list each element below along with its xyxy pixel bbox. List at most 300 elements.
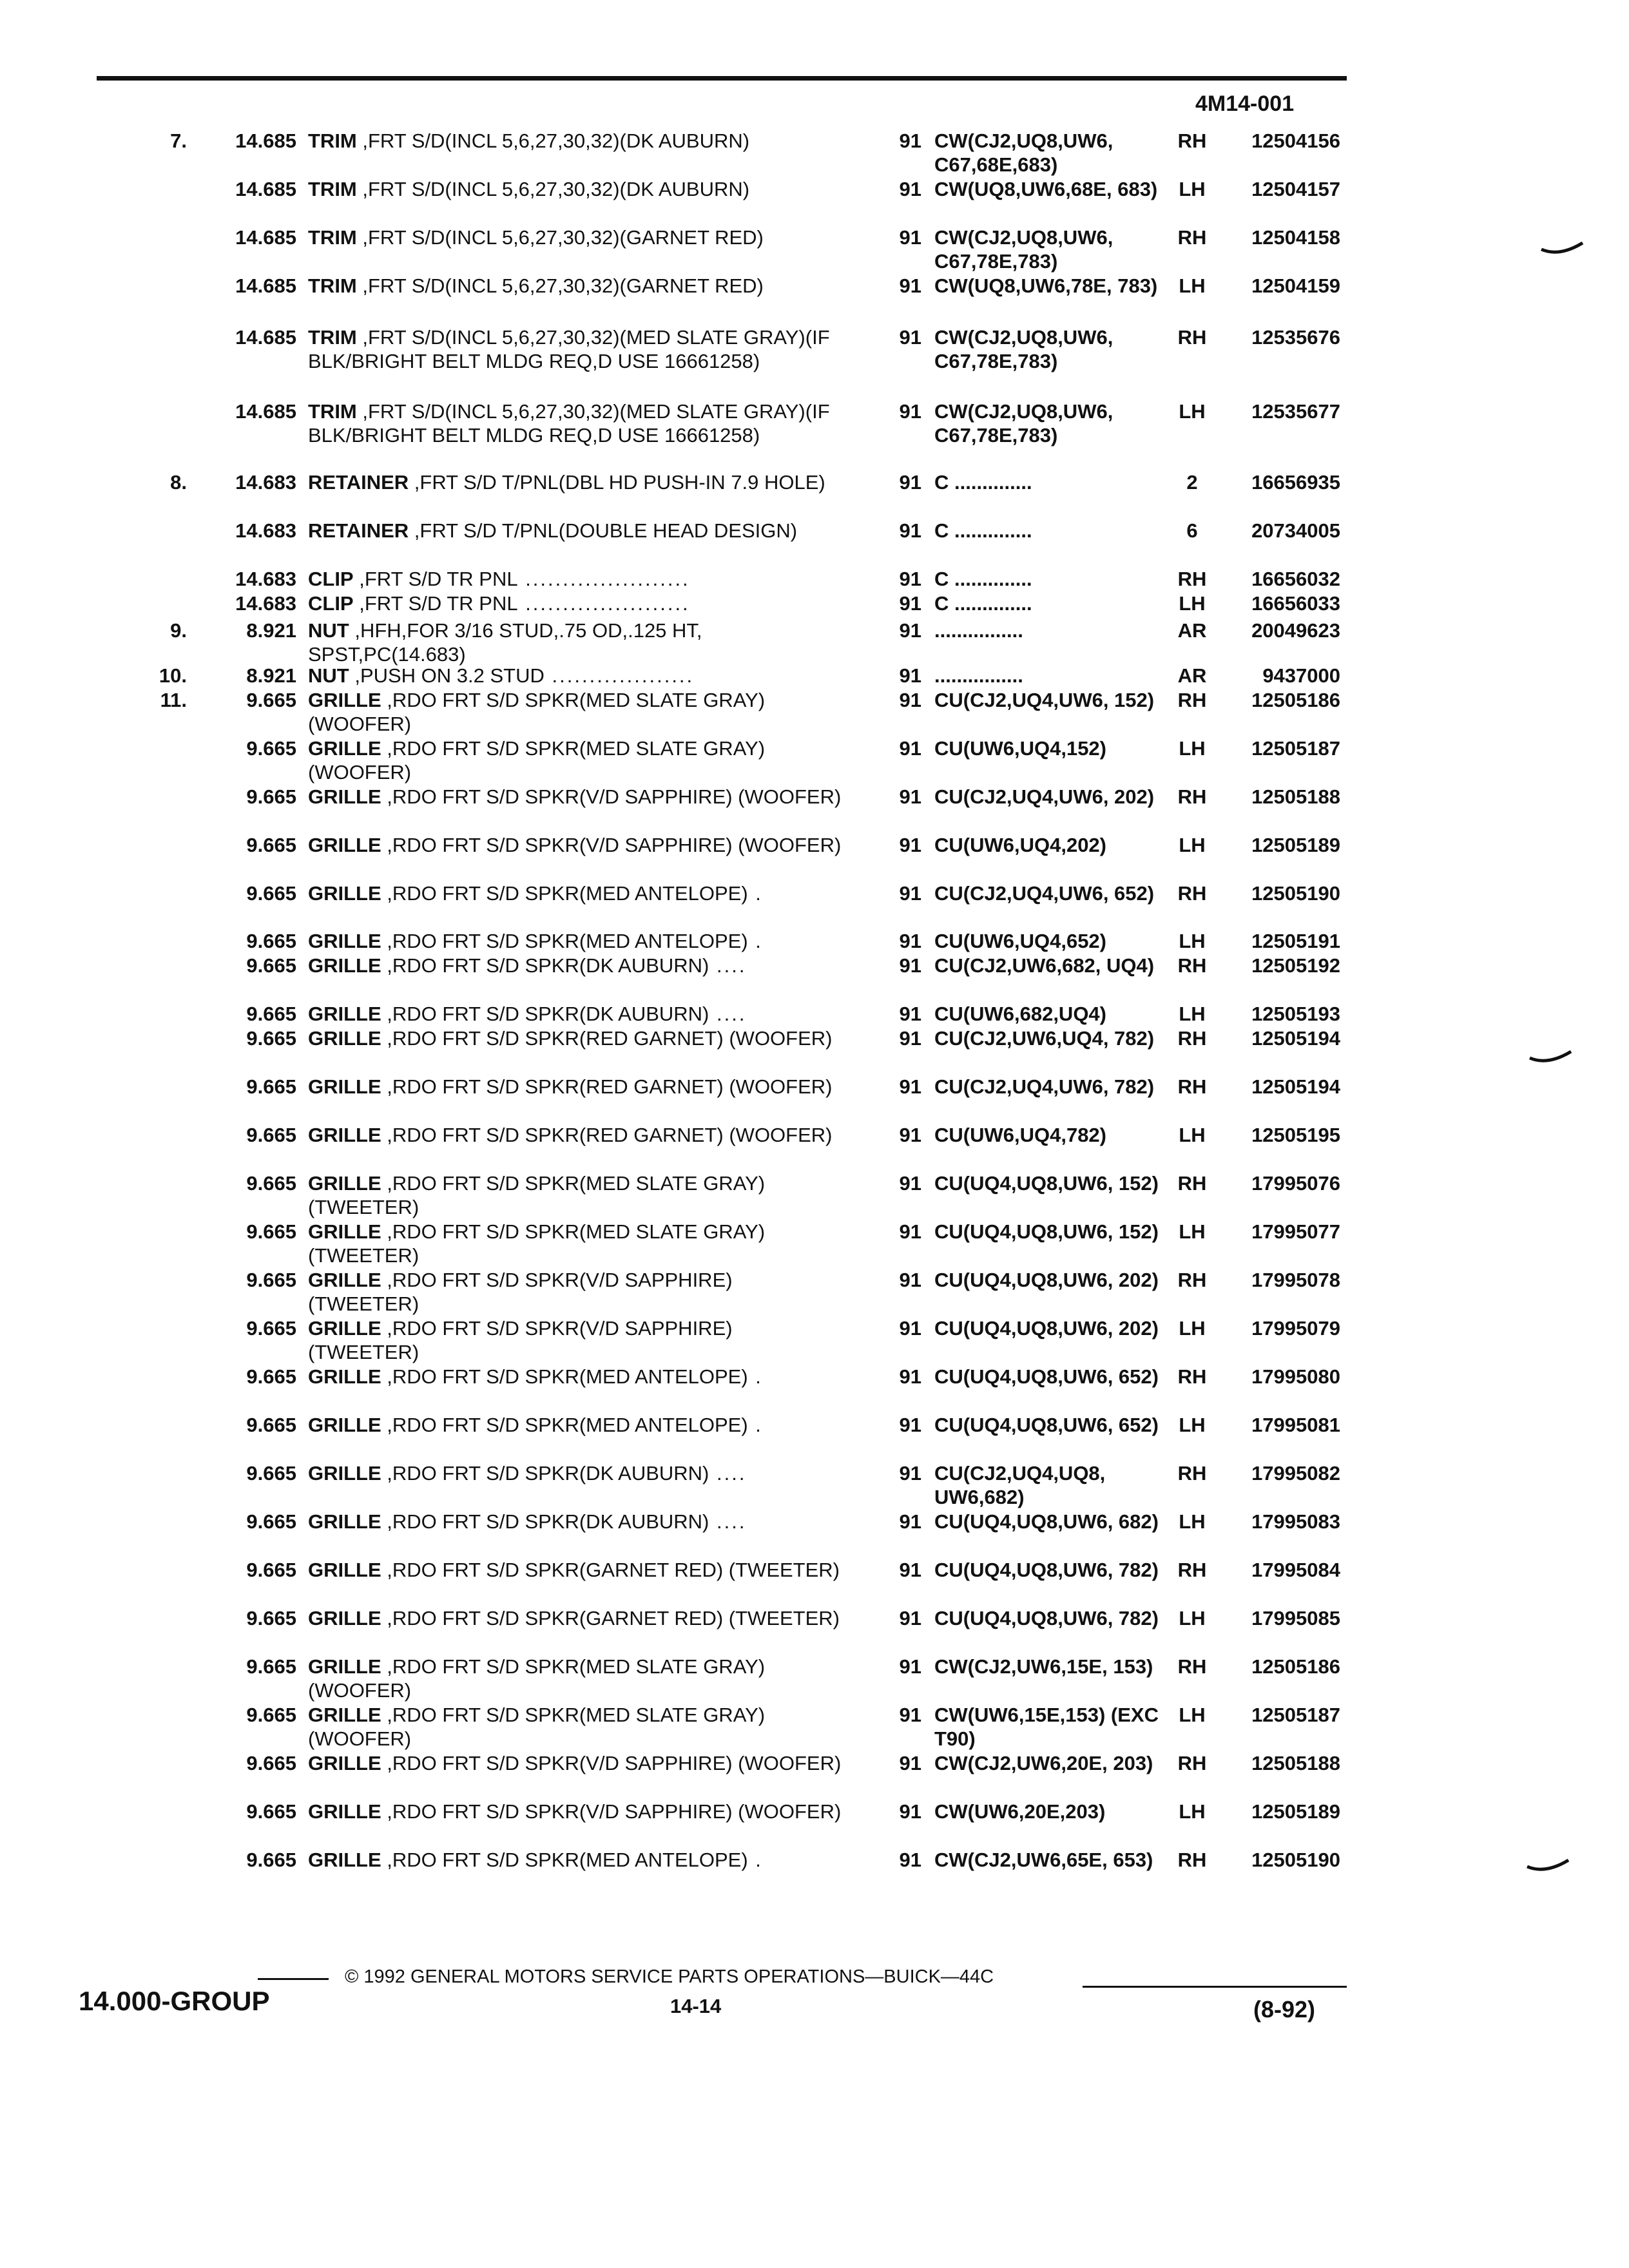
group-number: 9.665 (246, 1269, 296, 1291)
usage-code: CW(UW6,20E,203) (934, 1800, 1106, 1823)
part-detail: ,RDO FRT S/D SPKR(MED SLATE GRAY) (WOOFER) (308, 1704, 766, 1750)
part-description (308, 1606, 843, 1630)
part-detail: ,RDO FRT S/D SPKR(MED ANTELOPE) (381, 1414, 748, 1436)
usage-code: ................ (934, 619, 1023, 642)
part-number: 12505190 (1251, 882, 1340, 905)
quantity: LH (1179, 1800, 1206, 1823)
part-detail: ,RDO FRT S/D SPKR(DK AUBURN) (381, 1003, 709, 1025)
model-year: 91 (899, 619, 921, 642)
model-year: 91 (899, 471, 921, 494)
part-description (308, 1655, 843, 1702)
part-number: 12505186 (1251, 1655, 1340, 1678)
quantity: RH (1177, 689, 1207, 711)
group-number: 9.665 (246, 1220, 296, 1243)
part-detail: ,RDO FRT S/D SPKR(V/D SAPPHIRE) (TWEETER) (308, 1317, 733, 1363)
usage-code: CU(CJ2,UQ4,UW6, 152) (934, 689, 1155, 711)
part-name: GRILLE (308, 1849, 381, 1871)
quantity: RH (1177, 1075, 1207, 1098)
part-description (308, 129, 843, 153)
quantity: LH (1179, 1414, 1206, 1436)
quantity: 6 (1186, 519, 1198, 542)
part-number: 12505189 (1251, 834, 1340, 856)
model-year: 91 (899, 400, 921, 423)
copyright-notice: © 1992 GENERAL MOTORS SERVICE PARTS OPERATIONS—BUICK—44C (345, 1966, 994, 1987)
part-name: GRILLE (308, 1317, 381, 1340)
part-name: GRILLE (308, 1269, 381, 1291)
part-number: 12535676 (1251, 326, 1340, 349)
part-name: GRILLE (308, 882, 381, 905)
item-number: 9. (170, 619, 187, 642)
item-number: 7. (170, 130, 187, 152)
part-number: 17995078 (1251, 1269, 1340, 1291)
part-name: GRILLE (308, 785, 381, 808)
quantity: RH (1177, 954, 1207, 977)
part-name: GRILLE (308, 1124, 381, 1146)
part-name: GRILLE (308, 1607, 381, 1629)
group-number: 14.685 (235, 274, 296, 297)
part-number: 12505187 (1251, 737, 1340, 760)
group-number: 9.665 (246, 689, 296, 711)
model-year: 91 (899, 1607, 921, 1629)
quantity: RH (1177, 785, 1207, 808)
binder-mark-icon (1528, 1050, 1574, 1066)
group-number: 9.665 (246, 1075, 296, 1098)
usage-code: CU(UW6,UQ4,782) (934, 1124, 1106, 1146)
page-code: 4M14-001 (1195, 91, 1295, 116)
model-year: 91 (899, 226, 921, 249)
model-year: 91 (899, 1800, 921, 1823)
quantity: RH (1177, 1172, 1207, 1195)
group-number: 9.665 (246, 737, 296, 760)
model-year: 91 (899, 130, 921, 152)
group-number: 9.665 (246, 1124, 296, 1146)
quantity: LH (1179, 400, 1206, 423)
part-name: GRILLE (308, 1075, 381, 1098)
quantity: RH (1177, 882, 1207, 905)
usage-code: CW(CJ2,UQ8,UW6, C67,68E,683) (934, 130, 1113, 176)
model-year: 91 (899, 1027, 921, 1050)
parts-list (0, 129, 1629, 1901)
model-year: 91 (899, 689, 921, 711)
usage-code: CU(UQ4,UQ8,UW6, 782) (934, 1607, 1159, 1629)
part-description (308, 736, 843, 784)
usage-code: CU(CJ2,UQ4,UQ8, UW6,682) (934, 1462, 1106, 1508)
model-year: 91 (899, 274, 921, 297)
revision-date: (8-92) (1253, 1996, 1316, 2023)
part-name: RETAINER (308, 471, 409, 494)
group-number: 9.665 (246, 930, 296, 952)
usage-code: CU(UQ4,UQ8,UW6, 202) (934, 1317, 1159, 1340)
usage-code: CW(CJ2,UQ8,UW6, C67,78E,783) (934, 400, 1113, 447)
part-number: 12505186 (1251, 689, 1340, 711)
page-number: 14-14 (670, 1995, 722, 2017)
group-number: 9.665 (246, 1704, 296, 1726)
part-number: 16656935 (1251, 471, 1340, 494)
part-description (308, 226, 843, 249)
part-name: CLIP (308, 568, 354, 590)
usage-code: CU(UQ4,UQ8,UW6, 202) (934, 1269, 1159, 1291)
quantity: LH (1179, 178, 1206, 200)
leader-dots: . (747, 930, 763, 952)
usage-code: CU(UQ4,UQ8,UW6, 652) (934, 1414, 1159, 1436)
part-detail: ,FRT S/D(INCL 5,6,27,30,32)(MED SLATE GRAY)(IF BLK/BRIGHT BELT MLDG REQ,D USE 16661258) (308, 400, 830, 447)
model-year: 91 (899, 178, 921, 200)
model-year: 91 (899, 1752, 921, 1774)
model-year: 91 (899, 1849, 921, 1871)
part-number: 17995084 (1251, 1559, 1340, 1581)
part-description (308, 1365, 843, 1389)
usage-code: CU(CJ2,UW6,UQ4, 782) (934, 1027, 1155, 1050)
quantity: LH (1179, 1220, 1206, 1243)
model-year: 91 (899, 1655, 921, 1678)
part-description (308, 664, 843, 687)
part-detail: ,PUSH ON 3.2 STUD (349, 664, 545, 687)
quantity: LH (1179, 1003, 1206, 1025)
group-number: 14.683 (235, 568, 296, 590)
model-year: 91 (899, 1510, 921, 1533)
usage-code: CW(UQ8,UW6,68E, 683) (934, 178, 1158, 200)
usage-code: CU(UQ4,UQ8,UW6, 152) (934, 1220, 1159, 1243)
part-detail: ,FRT S/D(INCL 5,6,27,30,32)(GARNET RED) (356, 274, 764, 297)
part-name: GRILLE (308, 1220, 381, 1243)
group-number: 9.665 (246, 1559, 296, 1581)
group-number: 9.665 (246, 1317, 296, 1340)
model-year: 91 (899, 834, 921, 856)
part-number: 17995081 (1251, 1414, 1340, 1436)
usage-code: CU(UW6,UQ4,202) (934, 834, 1106, 856)
group-number: 14.685 (235, 326, 296, 349)
part-detail: ,RDO FRT S/D SPKR(V/D SAPPHIRE) (WOOFER) (381, 1752, 842, 1774)
usage-code: CU(UQ4,UQ8,UW6, 652) (934, 1365, 1159, 1388)
quantity: LH (1179, 1510, 1206, 1533)
part-detail: ,FRT S/D T/PNL(DBL HD PUSH-IN 7.9 HOLE) (409, 471, 825, 494)
part-detail: ,FRT S/D(INCL 5,6,27,30,32)(MED SLATE GRAY)(IF BLK/BRIGHT BELT MLDG REQ,D USE 16661258) (308, 326, 830, 372)
part-description (308, 954, 843, 977)
quantity: RH (1177, 1365, 1207, 1388)
leader-dots: . (747, 1849, 763, 1871)
model-year: 91 (899, 1269, 921, 1291)
model-year: 91 (899, 592, 921, 615)
group-number: 9.665 (246, 1414, 296, 1436)
part-name: NUT (308, 619, 349, 642)
part-number: 20734005 (1251, 519, 1340, 542)
model-year: 91 (899, 1317, 921, 1340)
part-number: 12504156 (1251, 130, 1340, 152)
usage-code: CU(CJ2,UQ4,UW6, 782) (934, 1075, 1155, 1098)
part-description (308, 519, 843, 543)
part-name: GRILLE (308, 1800, 381, 1823)
part-description (308, 1316, 843, 1364)
part-number: 12505192 (1251, 954, 1340, 977)
part-detail: ,RDO FRT S/D SPKR(RED GARNET) (WOOFER) (381, 1027, 833, 1050)
part-number: 12505191 (1251, 930, 1340, 952)
part-detail: ,FRT S/D TR PNL (353, 592, 518, 615)
part-detail: ,RDO FRT S/D SPKR(DK AUBURN) (381, 1462, 709, 1485)
binder-mark-icon (1540, 242, 1585, 257)
part-name: GRILLE (308, 1510, 381, 1533)
group-label: 14.000-GROUP (79, 1986, 270, 2016)
quantity: LH (1179, 737, 1206, 760)
part-detail: ,RDO FRT S/D SPKR(MED ANTELOPE) (381, 1849, 748, 1871)
quantity: LH (1179, 274, 1206, 297)
group-number: 14.685 (235, 226, 296, 249)
usage-code: CU(UQ4,UQ8,UW6, 782) (934, 1559, 1159, 1581)
binder-mark-icon (1526, 1859, 1571, 1874)
part-description (308, 881, 843, 905)
footer-rule-left (258, 1978, 329, 1980)
part-number: 12504158 (1251, 226, 1340, 249)
leader-dots: .... (709, 1003, 747, 1025)
part-description (308, 399, 843, 447)
quantity: RH (1177, 130, 1207, 152)
usage-code: CU(UW6,682,UQ4) (934, 1003, 1106, 1025)
part-name: GRILLE (308, 1365, 381, 1388)
part-name: TRIM (308, 130, 357, 152)
model-year: 91 (899, 519, 921, 542)
part-description (308, 1461, 843, 1485)
part-description (308, 1848, 843, 1872)
part-description (308, 1075, 843, 1099)
part-description (308, 1751, 843, 1775)
part-detail: ,RDO FRT S/D SPKR(V/D SAPPHIRE) (TWEETER) (308, 1269, 733, 1315)
group-number: 9.665 (246, 1800, 296, 1823)
part-description (308, 591, 843, 615)
part-number: 17995083 (1251, 1510, 1340, 1533)
part-detail: ,RDO FRT S/D SPKR(V/D SAPPHIRE) (WOOFER) (381, 834, 842, 856)
part-number: 12505188 (1251, 785, 1340, 808)
group-number: 9.665 (246, 1655, 296, 1678)
part-detail: ,RDO FRT S/D SPKR(MED ANTELOPE) (381, 882, 748, 905)
model-year: 91 (899, 1414, 921, 1436)
part-name: GRILLE (308, 1172, 381, 1195)
quantity: RH (1177, 1462, 1207, 1485)
part-number: 17995085 (1251, 1607, 1340, 1629)
quantity: LH (1179, 930, 1206, 952)
usage-code: CU(UW6,UQ4,152) (934, 737, 1106, 760)
item-number: 11. (160, 689, 187, 711)
leader-dots: . (747, 1365, 763, 1388)
leader-dots: .... (709, 954, 747, 977)
usage-code: CW(CJ2,UW6,65E, 653) (934, 1849, 1153, 1871)
part-name: TRIM (308, 326, 357, 349)
usage-code: CU(UQ4,UQ8,UW6, 152) (934, 1172, 1159, 1195)
model-year: 91 (899, 1124, 921, 1146)
group-number: 14.683 (235, 592, 296, 615)
model-year: 91 (899, 737, 921, 760)
part-detail: ,RDO FRT S/D SPKR(MED SLATE GRAY) (WOOFER) (308, 689, 766, 735)
part-description (308, 470, 843, 494)
footer-rule-right (1083, 1986, 1347, 1988)
usage-code: CU(CJ2,UQ4,UW6, 652) (934, 882, 1155, 905)
part-description (308, 1171, 843, 1219)
part-number: 16656032 (1251, 568, 1340, 590)
part-description (308, 1800, 843, 1823)
part-name: NUT (308, 664, 349, 687)
part-name: RETAINER (308, 519, 409, 542)
part-number: 12505187 (1251, 1704, 1340, 1726)
quantity: LH (1179, 834, 1206, 856)
part-number: 12505189 (1251, 1800, 1340, 1823)
group-number: 9.665 (246, 882, 296, 905)
part-description (308, 929, 843, 953)
part-description (308, 619, 843, 666)
part-description (308, 1220, 843, 1267)
usage-code: CU(UW6,UQ4,652) (934, 930, 1106, 952)
part-description (308, 1703, 843, 1751)
group-number: 14.685 (235, 178, 296, 200)
part-description (308, 274, 843, 298)
part-number: 17995082 (1251, 1462, 1340, 1485)
part-name: GRILLE (308, 737, 381, 760)
leader-dots: ...................... (517, 568, 690, 590)
part-detail: ,RDO FRT S/D SPKR(MED ANTELOPE) (381, 1365, 748, 1388)
part-detail: ,RDO FRT S/D SPKR(RED GARNET) (WOOFER) (381, 1075, 833, 1098)
part-number: 16656033 (1251, 592, 1340, 615)
part-detail: ,RDO FRT S/D SPKR(MED ANTELOPE) (381, 930, 748, 952)
model-year: 91 (899, 882, 921, 905)
part-number: 17995080 (1251, 1365, 1340, 1388)
group-number: 9.665 (246, 1462, 296, 1485)
group-number: 9.665 (246, 785, 296, 808)
quantity: RH (1177, 568, 1207, 590)
model-year: 91 (899, 1003, 921, 1025)
part-name: CLIP (308, 592, 354, 615)
usage-code: CW(UW6,15E,153) (EXC T90) (934, 1704, 1159, 1750)
part-name: GRILLE (308, 1704, 381, 1726)
part-description (308, 1413, 843, 1437)
part-name: TRIM (308, 274, 357, 297)
part-name: GRILLE (308, 930, 381, 952)
part-number: 12505194 (1251, 1027, 1340, 1050)
quantity: RH (1177, 1559, 1207, 1581)
quantity: AR (1177, 664, 1207, 687)
part-description (308, 325, 843, 373)
group-number: 9.665 (246, 954, 296, 977)
usage-code: ................ (934, 664, 1023, 687)
group-number: 9.665 (246, 834, 296, 856)
model-year: 91 (899, 1559, 921, 1581)
part-number: 12505195 (1251, 1124, 1340, 1146)
group-number: 8.921 (246, 664, 296, 687)
quantity: RH (1177, 1752, 1207, 1774)
part-number: 12535677 (1251, 400, 1340, 423)
part-detail: ,RDO FRT S/D SPKR(MED SLATE GRAY) (WOOFER) (308, 1655, 766, 1702)
usage-code: CW(CJ2,UQ8,UW6, C67,78E,783) (934, 226, 1113, 273)
part-number: 12505194 (1251, 1075, 1340, 1098)
model-year: 91 (899, 568, 921, 590)
part-name: GRILLE (308, 1752, 381, 1774)
leader-dots: . (747, 882, 763, 905)
part-detail: ,RDO FRT S/D SPKR(MED SLATE GRAY) (TWEETER) (308, 1220, 766, 1267)
model-year: 91 (899, 1220, 921, 1243)
part-detail: ,RDO FRT S/D SPKR(MED SLATE GRAY) (WOOFER) (308, 737, 766, 783)
usage-code: C .............. (934, 568, 1032, 590)
part-description (308, 1510, 843, 1533)
group-number: 9.665 (246, 1510, 296, 1533)
quantity: RH (1177, 226, 1207, 249)
part-description (308, 177, 843, 201)
leader-dots: ...................... (517, 592, 690, 615)
part-detail: ,RDO FRT S/D SPKR(DK AUBURN) (381, 1510, 709, 1533)
part-name: GRILLE (308, 954, 381, 977)
group-number: 8.921 (246, 619, 296, 642)
part-detail: ,FRT S/D T/PNL(DOUBLE HEAD DESIGN) (409, 519, 798, 542)
model-year: 91 (899, 326, 921, 349)
usage-code: CU(UQ4,UQ8,UW6, 682) (934, 1510, 1159, 1533)
part-number: 12505190 (1251, 1849, 1340, 1871)
leader-dots: . (747, 1414, 763, 1436)
leader-dots: .... (709, 1462, 747, 1485)
group-number: 9.665 (246, 1003, 296, 1025)
part-number: 9437000 (1262, 664, 1340, 687)
model-year: 91 (899, 1365, 921, 1388)
part-detail: ,RDO FRT S/D SPKR(DK AUBURN) (381, 954, 709, 977)
quantity: LH (1179, 1704, 1206, 1726)
group-number: 9.665 (246, 1365, 296, 1388)
group-number: 9.665 (246, 1849, 296, 1871)
leader-dots: .... (709, 1510, 747, 1533)
group-number: 14.685 (235, 400, 296, 423)
part-name: GRILLE (308, 1655, 381, 1678)
part-description (308, 567, 843, 591)
part-detail: ,RDO FRT S/D SPKR(V/D SAPPHIRE) (WOOFER) (381, 785, 842, 808)
part-name: GRILLE (308, 834, 381, 856)
item-number: 10. (159, 664, 187, 687)
usage-code: CU(CJ2,UW6,682, UQ4) (934, 954, 1155, 977)
part-detail: ,FRT S/D(INCL 5,6,27,30,32)(GARNET RED) (356, 226, 764, 249)
quantity: 2 (1186, 471, 1198, 494)
part-name: GRILLE (308, 1027, 381, 1050)
model-year: 91 (899, 1075, 921, 1098)
group-number: 14.685 (235, 130, 296, 152)
model-year: 91 (899, 1704, 921, 1726)
quantity: LH (1179, 592, 1206, 615)
usage-code: CW(CJ2,UQ8,UW6, C67,78E,783) (934, 326, 1113, 372)
quantity: RH (1177, 1269, 1207, 1291)
part-number: 20049623 (1251, 619, 1340, 642)
quantity: AR (1177, 619, 1207, 642)
quantity: LH (1179, 1317, 1206, 1340)
usage-code: CW(UQ8,UW6,78E, 783) (934, 274, 1158, 297)
part-detail: ,RDO FRT S/D SPKR(MED SLATE GRAY) (TWEETER) (308, 1172, 766, 1218)
part-description (308, 1123, 843, 1147)
part-number: 12505188 (1251, 1752, 1340, 1774)
part-detail: ,RDO FRT S/D SPKR(GARNET RED) (TWEETER) (381, 1559, 840, 1581)
model-year: 91 (899, 785, 921, 808)
quantity: RH (1177, 1027, 1207, 1050)
part-number: 12504159 (1251, 274, 1340, 297)
part-number: 17995079 (1251, 1317, 1340, 1340)
model-year: 91 (899, 1172, 921, 1195)
part-detail: ,RDO FRT S/D SPKR(GARNET RED) (TWEETER) (381, 1607, 840, 1629)
model-year: 91 (899, 664, 921, 687)
part-detail: ,HFH,FOR 3/16 STUD,.75 OD,.125 HT, SPST,PC(14.683) (308, 619, 702, 666)
top-rule (97, 76, 1347, 81)
model-year: 91 (899, 954, 921, 977)
part-name: GRILLE (308, 689, 381, 711)
quantity: RH (1177, 1655, 1207, 1678)
group-number: 14.683 (235, 471, 296, 494)
part-name: GRILLE (308, 1462, 381, 1485)
group-number: 9.665 (246, 1607, 296, 1629)
part-name: TRIM (308, 226, 357, 249)
group-number: 9.665 (246, 1172, 296, 1195)
usage-code: C .............. (934, 519, 1032, 542)
part-description (308, 1558, 843, 1582)
part-name: GRILLE (308, 1003, 381, 1025)
part-number: 12504157 (1251, 178, 1340, 200)
part-description (308, 833, 843, 857)
